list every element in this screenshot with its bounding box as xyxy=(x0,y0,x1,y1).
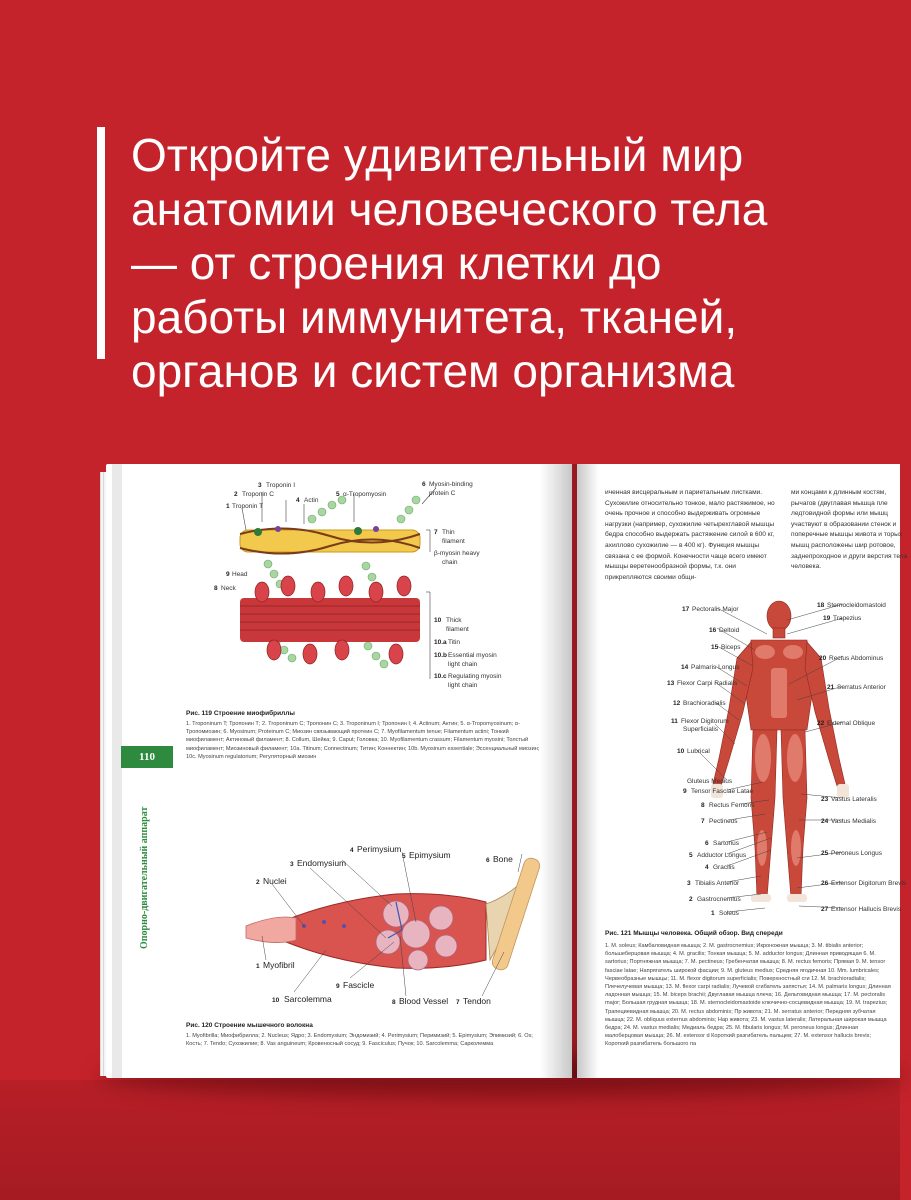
label-number: 10 xyxy=(272,997,280,1004)
label-number: 20 xyxy=(819,655,827,662)
troponin-complex xyxy=(275,526,281,532)
label-number: 11 xyxy=(671,718,678,725)
label-number: 7 xyxy=(701,818,705,825)
text-column-left: иченная висцеральным и париетальным листками. Сухожилие относительно тонкое, мало растяжимое, но очень прочное и способно выдерживать огромные нагрузки (например, сухожилие четырехглавой мышцы бедра способно выдержать растяжение силой в 600 кг, ахиллово сухожилие — в 400 кг). Функция мышцы связана с ее формой. Конечности чаще всего имеют мышцы веретенообразной формы, т.к. они прикрепляются своими общи- xyxy=(605,489,775,581)
label-number: 19 xyxy=(823,615,831,622)
deltoid-label: Deltoid xyxy=(719,627,740,634)
flexor-digitorum-label: Flexor Digitorum xyxy=(681,718,729,725)
rectus-abdominus-label: Rectus Abdominus xyxy=(829,655,884,662)
rectus-femoris-label: Rectus Femoris xyxy=(709,802,755,809)
tensor-fasciae-latae-label: Tensor Fasciae Latae xyxy=(691,788,754,795)
figure-121-caption-title: Рис. 121 Мышцы человека. Общий обзор. Вид спереди xyxy=(605,930,783,937)
fascicle-label: Fascicle xyxy=(343,980,375,990)
head-label: Head xyxy=(232,571,248,578)
label-number: 1 xyxy=(226,503,230,510)
flexor-carpi-radialis-label: Flexor Carpi Radialis xyxy=(677,680,738,687)
myofibril-illustration xyxy=(214,474,516,709)
label-number: 5 xyxy=(336,491,340,498)
label-number: 10.c xyxy=(434,673,447,680)
beta-myosin-label-cont: chain xyxy=(442,559,458,566)
label-number: 7 xyxy=(456,999,460,1006)
book-left-page xyxy=(106,464,572,1078)
thin-filament-label-cont: filament xyxy=(442,538,465,545)
blood-vessel-label: Blood Vessel xyxy=(399,996,449,1006)
chapter-side-tab xyxy=(121,464,173,1078)
label-number: 2 xyxy=(234,491,238,498)
figure-120-caption-body: 1. Myofibrilla; Миофибрилла; 2. Nucleus; Ядро; 3. Endomysium; Эндомизий; 4. Perimysium; Перимизий; 5. Epimysium; Эпимизий; 6. Os; Кость; 7. Tendo; Сухожилие; 8. Vas anguineum; Кровеносный сосуд; 9. Fasciculus; Пучок; 10. Sarcolemma; Сарколемма xyxy=(186,1033,533,1048)
headline xyxy=(131,128,871,398)
pectoralis-major-label: Pectoralis Major xyxy=(692,606,739,613)
myofibril-label: Myofibril xyxy=(263,960,295,970)
flexor-digitorum-label-cont: Superficialis xyxy=(683,726,719,733)
page-number: 110 xyxy=(121,746,173,768)
actin-label: Actin xyxy=(304,497,319,504)
epimysium-label: Epimysium xyxy=(409,850,451,860)
label-number: 17 xyxy=(682,606,690,613)
biceps-label: Biceps xyxy=(721,644,741,651)
label-number: 27 xyxy=(821,906,829,913)
label-number: 23 xyxy=(821,796,829,803)
headline-accent-bar xyxy=(97,127,105,359)
sarcolemma-label: Sarcolemma xyxy=(284,994,332,1004)
palmaris-longus-label: Palmaris Longus xyxy=(691,664,740,671)
pectineus-label: Pectineus xyxy=(709,818,738,825)
headline-line: — от строения клетки до xyxy=(131,237,662,289)
label-number: 8 xyxy=(392,999,396,1006)
essential-light-chain-label-cont: light chain xyxy=(448,661,478,668)
label-number: 13 xyxy=(667,680,675,687)
adductor-longus-label: Adductor Longus xyxy=(697,852,747,859)
endomysium-label: Endomysium xyxy=(297,858,347,868)
label-number: 6 xyxy=(422,481,426,488)
beta-myosin-label: β-myosin heavy xyxy=(434,550,480,557)
vastus-medialis-label: Vastus Medialis xyxy=(831,818,877,825)
peroneus-longus-label: Peroneus Longus xyxy=(831,850,882,857)
myofibril-strand xyxy=(246,917,296,943)
label-number: 5 xyxy=(689,852,693,859)
label-number: 25 xyxy=(821,850,829,857)
label-number: 4 xyxy=(350,847,354,854)
headline-line: анатомии человеческого тела xyxy=(131,183,768,235)
label-number: 3 xyxy=(290,861,294,868)
label-number: 1 xyxy=(256,963,260,970)
vastus-lateralis-label: Vastus Lateralis xyxy=(831,796,877,803)
figure-121-caption-body: 1. M. soleus; Камбаловидная мышца; 2. M. gastrocnemius; Икроножная мышца; 3. M. tibialis anterior; большеберцовая мышца; 4. M. gracilis; Тонкая мышца; 5. M. adductor longus; Длинная приводящая 6. M. sartorius; Портняжная мышца; 7. M. pectineus; Гребенчатая мышца; 8. M. rectus femoris; Прямая 9. M. tensor fasciae latae; Напрягатель широкой фасции; 9. M. gluteus medius; Средняя ягодичная 10. Mm. lumbricales; Червеобразные мышцы; 11. M. flexor digitorum superficialis; Поверхностный сги 12. M. brachioradialis; Плечелучевая мышца; 13. M. flexor carpi radialis; Лучевой сгибатель запястья; 14. M. palmaris longus; Длинная ладонная мышца; 15. M. biceps brachii; Двуглавая мышца плеча; 16. Дельтовидная мышца; 17. M. pectoralis major; Большая грудная мышца; 18. M. sternocleidomastoide ключично-сосцевидная мышца; 19. M. trapezius; Трапециевидная мышца; 20. M. rectus abdominis; Пр живота; 21. M. serratus anterior; Передняя зубчатая мышца; 22. M. obliquus externus abdominis; Нар живота; 23. M. vastus lateralis; Латеральная широкая мышца бедра; 24. M. vastus medialis; Медиаль бедра; 25. M. fibularis longus; M. peroneus longus; Длинная малоберцовая мышца; 26. M. extensor d Короткий разгибатель пальцев; 27. M. extensor hallucis brevis; Короткий разгибатель большого па xyxy=(605,943,891,1048)
chapter-title-vertical: Опорно-двигательный аппарат xyxy=(139,806,150,949)
book-gutter-shadow-right xyxy=(577,464,599,1078)
sternocleidomastoid-label: Sternocleidomastoid xyxy=(827,602,886,609)
troponin-complex xyxy=(354,527,362,535)
label-number: 3 xyxy=(687,880,691,887)
figure-119-caption-title: Рис. 119 Строение миофибриллы xyxy=(186,710,295,717)
brachioradialis-label: Brachioradialis xyxy=(683,700,726,707)
label-number: 10 xyxy=(677,748,685,755)
thick-filament-label-cont: filament xyxy=(446,626,469,633)
troponin-complex xyxy=(254,528,262,536)
label-number: 21 xyxy=(827,684,835,691)
label-number: 18 xyxy=(817,602,825,609)
troponin-complex xyxy=(373,526,379,532)
label-number: 10.b xyxy=(434,652,448,659)
thick-filament-label: Thick xyxy=(446,617,462,624)
gluteus-medius-label: Gluteus Medius xyxy=(687,778,733,785)
label-number: 16 xyxy=(709,627,717,634)
book-gutter-shadow xyxy=(540,464,577,1078)
label-number: 22 xyxy=(817,720,825,727)
label-number: 12 xyxy=(673,700,681,707)
label-number: 2 xyxy=(689,896,693,903)
text-column-right: ми концами к длинным костям, рычагов (двуглавая мышца пле ледтовидной формы или мышц участвуют в образовании стенок и поперечные мышцы живота и торых мышц расположены шир ротовое, заднепроходное и други верстия тела человека. xyxy=(791,489,908,571)
label-number: 10.a xyxy=(434,639,447,646)
label-number: 4 xyxy=(705,864,709,871)
nuclei-label: Nuclei xyxy=(263,876,287,886)
serratus-anterior-label: Serratus Anterior xyxy=(837,684,886,691)
label-number: 8 xyxy=(214,585,218,592)
label-number: 15 xyxy=(711,644,719,651)
troponin-t-label: Troponin T xyxy=(232,503,264,510)
thin-filament-label: Thin xyxy=(442,529,455,536)
sartorius-label: Sartorius xyxy=(713,840,740,847)
headline-line: работы иммунитета, тканей, xyxy=(131,291,738,343)
figure-119-caption-body: 1. Troponinum T; Тропонин Т; 2. Troponinum C; Тропонин С; 3. Troponinum I; Тропонин I; 4. Actinum; Актин; 5. α-Tropomyosinum; α-Тропомиозин; 6. Myosinum; Proteinum C; Миозин связывающий протеин С; 7. Myofilamentum tenue; Filamentum actini; Тонкий миофиламент; Актиновый филамент; 8. Collum, Шейка; 9. Caput; Головка; 10. Myofilamentum crassum; Filamentum myosini; Толстый миофиламент; Миозиновый филамент; 10a. Titinum; Connectinum; Титин; Коннектин; 10b. Myosinum essentiale; Эссенциальный миозин; 10c. Myosinum regulatorium; Регуляторный миозин xyxy=(186,721,540,760)
headline-line: органов и систем организма xyxy=(131,345,735,397)
book-right-page xyxy=(577,464,908,1078)
label-number: 6 xyxy=(486,857,490,864)
figure-120-caption-title: Рис. 120 Строение мышечного волокна xyxy=(186,1022,313,1029)
human-muscles-labels xyxy=(577,594,907,917)
label-number: 9 xyxy=(683,788,687,795)
muscle-fiber-illustration xyxy=(246,842,546,1012)
troponin-i-label: Troponin I xyxy=(266,482,296,489)
titin-label: Titin xyxy=(448,639,461,646)
label-number: 1 xyxy=(711,910,715,917)
label-number: 26 xyxy=(821,880,829,887)
myosin-binding-label-cont: protein C xyxy=(429,490,456,497)
extensor-hallucis-brevis-label: Extensor Hallucis Brevis xyxy=(831,906,902,913)
myosin-binding-label: Myosin-binding xyxy=(429,481,473,488)
perimysium-label: Perimysium xyxy=(357,844,402,854)
tropomyosin-label: α-Tropomyosin xyxy=(343,491,387,498)
trapezius-label: Trapezius xyxy=(833,615,862,622)
label-number: 7 xyxy=(434,529,438,536)
regulating-light-chain-label: Regulating myosin xyxy=(448,673,502,680)
label-number: 10 xyxy=(434,617,442,624)
label-number: 9 xyxy=(226,571,230,578)
label-number: 5 xyxy=(402,853,406,860)
bone-label: Bone xyxy=(493,854,513,864)
label-number: 6 xyxy=(705,840,709,847)
label-number: 24 xyxy=(821,818,829,825)
headline-line: Откройте удивительный мир xyxy=(131,129,744,181)
label-number: 3 xyxy=(258,482,262,489)
gastrocnemius-label: Gastrocnemius xyxy=(697,896,741,903)
essential-light-chain-label: Essential myosin xyxy=(448,652,497,659)
label-number: 2 xyxy=(256,879,260,886)
extensor-digitorum-brevis-label: Extensor Digitorum Brevis xyxy=(831,880,907,887)
label-number: 9 xyxy=(336,983,340,990)
soleus-label: Soleus xyxy=(719,910,739,917)
label-number: 4 xyxy=(296,497,300,504)
lubrical-label: Lubrical xyxy=(687,748,710,755)
neck-label: Neck xyxy=(221,585,236,592)
label-number: 8 xyxy=(701,802,705,809)
tabletop-surface xyxy=(0,1080,900,1200)
troponin-c-label: Troponin C xyxy=(242,491,274,498)
tendon-label: Tendon xyxy=(463,996,491,1006)
label-number: 14 xyxy=(681,664,689,671)
thick-filament xyxy=(240,598,420,642)
gracilis-label: Gracilis xyxy=(713,864,735,871)
regulating-light-chain-label-cont: light chain xyxy=(448,682,478,689)
external-oblique-label: External Oblique xyxy=(827,720,876,727)
tibialis-anterior-label: Tibialis Anterior xyxy=(695,880,740,887)
